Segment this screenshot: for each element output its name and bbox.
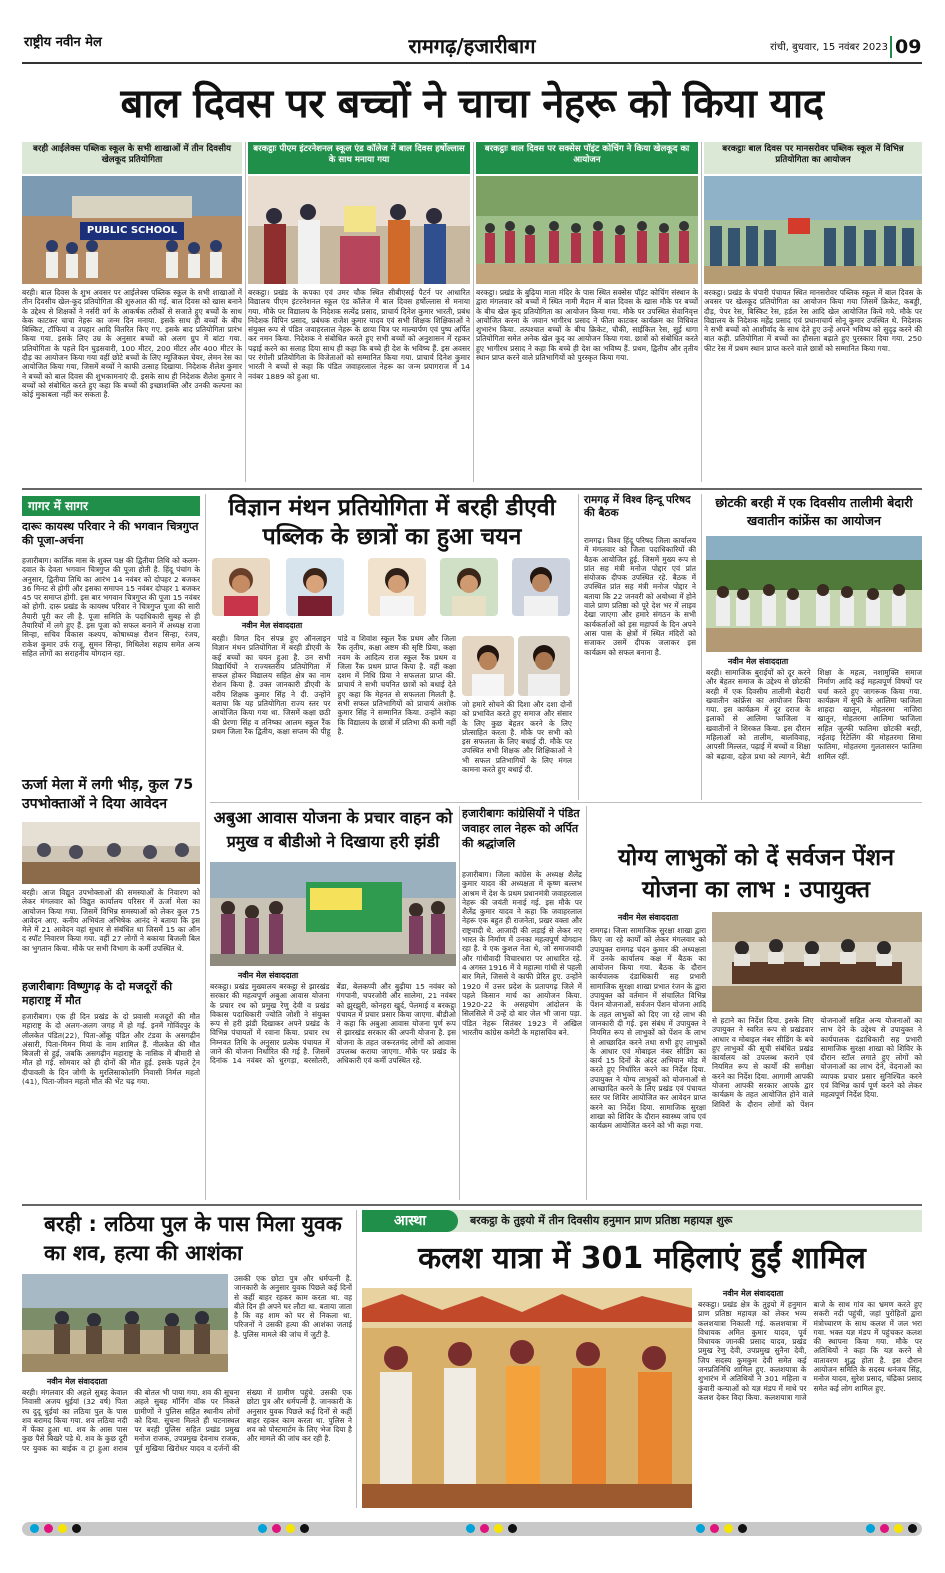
story-headline: रामगढ़ में विश्व हिन्दू परिषद की बैठक [584,494,691,519]
sidebar-headline: हजारीबागः विष्णुगढ़ के दो मजदूरों की महाराष्ट्र में मौत [22,980,173,1007]
student-portrait [212,558,270,616]
story-byline: नवीन मेल संवाददाता [241,621,303,630]
story-body: बरकट्ठा। प्रखंड के बुढ़िया माता मंदिर के पास स्थित सक्सेस पॉइंट कोचिंग संस्थान के द्वारा मंगलवार को बच्चों में स्थित नामी मैदान में बाल दिवस के खास मौके पर बच्चों के बीच खेल कूद प्रतियोगिता का आयोजन किया गया. मौके पर उपस्थित सेवानिवृत्त आयोजित करना के जवान भागीरथ प्रसाद ने फीता काटकर कार्यक्रम का विधिवत शुभारंभ किया. तत्पश्चात बच्चों के बीच क्रिकेट, चौकी, साईकिल रेस, सूई धागा प्रतियोगिता समेत अनेक खेल कूद का आयोजन किया गया. छात्रों को संबोधित करते हुए भागीरथ प्रसाद ने कहा कि बच्चे ही देश का भविष्य हैं. प्रथम, द्वितीय और तृतीय स्थान प्राप्त करने वाले प्रतिभागियों को पुरस्कृत किया गया. [476,288,698,363]
story-byline: नवीन मेल संवाददाता [617,913,679,922]
story-byline: नवीन मेल संवाददाता [727,657,789,666]
yellow-mark [724,1524,733,1533]
black-mark [300,1524,309,1533]
story-caption: बरकट्ठाः पीएम इंटरनेशनल स्कूल एंड कॉलेज में बाल दिवस हर्षोल्लास के साथ मनाया गया [248,142,470,174]
story-headline: विज्ञान मंथन प्रतियोगिता में बरही डीएवी पब्लिक के छात्रों का हुआ चयन [228,495,556,550]
story-headline: योग्य लाभुकों को दें सर्वजन पेंशन योजना का लाभ : उपायुक्त [618,845,894,903]
story-photo [248,176,470,284]
sidebar-tag: गागर में सागर [22,496,200,516]
col-divider [245,142,246,482]
story-photo [476,176,698,284]
sidebar-headline: दारूः कायस्थ परिवार ने की भगवान चित्रगुप्त की पूजा-अर्चना [22,520,199,547]
black-mark [508,1524,517,1533]
story-caption: बरकट्ठाः बाल दिवस पर मानसरोवर पब्लिक स्कूल में विभिन्न प्रतियोगिता का आयोजन [704,142,922,174]
yellow-mark [58,1524,67,1533]
masthead-rule [22,62,922,64]
section-rule [22,488,922,490]
story-body: रामगढ़। विश्व हिंदू परिषद जिला कार्यालय में मंगलवार को जिला पदाधिकारियों की बैठक आयोजित हुई. जिसमें मुख्य रूप से प्रांत सह मंत्री मनोज पोद्दार एवं प्रांत संयोजक दीपक उपस्थित रहे. बैठक में उपस्थित प्रांत सह मंत्री मनोज पोद्दार ने बताया कि 22 जनवरी को अयोध्या में होने वाले प्राण प्रतिष्ठा को पूरे देश भर में लाइव देखा जाएगा और हमारे संगठन के सभी कार्यकर्ताओं को इस महापर्व के दिन अपने आस पास के क्षेत्रों में स्थित मंदिरों को सजाकर उसमें दीपक जलाकर इस कार्यक्रम को सफल बनाना है. [584,536,696,657]
story-photo [704,176,922,284]
magenta-mark [880,1524,889,1533]
col-divider [473,142,474,482]
story-body: बरकट्ठा। प्रखंड के चंपारी पंचायत स्थित मानसरोवर पब्लिक स्कूल में बाल दिवस के अवसर पर खेलकूद प्रतियोगिता का आयोजन किया गया जिसमें क्रिकेट, कबड्डी, दौड़, पेपर रेस, बिस्किट रेस, हर्डल रेस आदि खेल आयोजित किये गये. मौके पर विद्यालय के निदेशक महेंद्र प्रसाद एवं प्रधानाचार्य सोनू कुमार उपस्थित थे. निदेशक ने सभी बच्चों को आशीर्वाद के साथ देते हुए उन्हें अपने भविष्य को सुदृढ़ करने की बात कही. प्रतियोगिता में बच्चों का हौसला बढ़ाते हुए पुरस्कार दिया गया. 250 फीट रेस में प्रथम स्थान प्राप्त करने वाले छात्रों को सम्मानित किया गया. [704,288,922,353]
paper-name: राष्ट्रीय नवीन मेल [24,35,102,50]
paper-logo [24,34,136,52]
cyan-mark [696,1524,705,1533]
cyan-mark [466,1524,475,1533]
sidebar-headline: ऊर्जा मेला में लगी भीड़, कुल 75 उपभोक्ताओं ने दिया आवेदन [22,777,194,812]
story-body: बरकट्ठा। प्रखंड मुख्यालय बरकट्ठा से झारखंड सरकार की महत्वपूर्ण अबुआ आवास योजना के प्रचार रथ को प्रमुख रेणु देवी व प्रखंड विकास पदाधिकारी ज्योति जोशी ने संयुक्त रूप से हरी झंडी दिखाकर अपने प्रखंड के विभिन्न पंचायतों में रवाना किया. प्रचार रथ निम्नवत तिथि के अनुसार प्रत्येक पंचायत में जाने की योजना निर्धारित की गई है. जिसमें दिनांक 14 नवंबर को धुरगड़ा, बरसोतरी, बेंडा, बेलकप्पी और बुढ़ीया 15 नवंबर को गंगपानी, चपरजोरी और सालेमा, 21 नवंबर को झुरझुरी, कोनहरा खुर्द, पेलमाई व बरकट्ठा पंचायत में प्रचार प्रसार किया जाएगा. बीडीओ ने कहा कि अबुआ आवास योजना पूर्ण रूप से झारखंड सरकार की अपनी योजना है. इस योजना के तहत जरूरतमंद लोगों को आवास उपलब्ध कराया जाएगा. मौके पर प्रखंड के अधिकारी एवं कर्मी उपस्थित रहे. [210,982,456,1066]
col-divider [459,806,460,1200]
school-sign-text: PUBLIC SCHOOL [86,225,178,236]
student-portrait [518,636,570,696]
sidebar-photo [22,822,200,884]
col-divider [578,494,579,800]
story-photo [362,1288,692,1508]
col-divider [356,1210,357,1508]
col-divider [586,806,587,1200]
magenta-mark [44,1524,53,1533]
col-divider [701,142,702,482]
student-portrait [368,558,426,616]
cyan-mark [866,1524,875,1533]
sidebar-body: बरही। आज विद्युत उपभोक्ताओं की समस्याओं के निवारण को लेकर मंगलवार को विद्युत कार्यालय परिसर में ऊर्जा मेला का आयोजन किया गया. जिसमें विभिन्न समस्याओं को लेकर कुल 75 आवेदन आए. कनीय अभियंता अभिषेक आनंद ने बताया कि इस मेले में 21 आवेदन वहां सुधार से संबंधित था जिसमें 15 का ऑन द स्पॉट निवारण किया गया. वहीं 27 लोगों ने बकाया बिजली बिल का भुगतान किया. मौके पर सभी विभाग के कर्मी उपस्थित थे. [22,888,200,953]
yellow-mark [894,1524,903,1533]
magenta-mark [480,1524,489,1533]
sidebar-body: हजारीबाग। कार्तिक मास के शुक्ल पक्ष की द्वितीया तिथि को कलम-दवात के देवता भगवान चित्रगुप्त की पूजा होती है. हिंदू पंचांग के अनुसार, द्वितीया तिथि का आरंभ 14 नवंबर को दोपहर 2 बजकर 36 मिनट से होगी और इसका समापन 15 नवंबर दोपहर 1 बजकर 45 पर समाप्त होगी. इस बार भगवान चित्रगुप्त की पूजा 15 नवंबर को होगी. दारू प्रखंड के कायस्थ परिवार ने चित्रगुप्त पूजा की सारी तैयारी पूरी कर ली है. पूजा समिति के पदाधिकारी सुबह से ही तैयारियों में लगे हुए हैं. इस पूजा को सफल बनाने में अध्यक्ष राजा सिन्हा, सचिव विकास कश्यप, कोषाध्यक्ष रौशन सिन्हा, रंजय, राकेश कुमार उर्फ राजू, सुमन सिन्हा, मिथिलेश सहाय समेत अन्य सहित लोगों का सराहनीय योगदान रहा. [22,556,200,658]
student-portrait [462,636,514,696]
story-photo [210,862,456,966]
story-body: बरकट्ठा। प्रखंड क्षेत्र के तुइयो में हनुमान प्राण प्रतिष्ठा महायज्ञ को लेकर भव्य कलशयात्रा निकाली गई. कलशयात्रा में विधायक अमित कुमार यादव, पूर्व विधायक जानकी प्रसाद यादव, प्रखंड प्रमुख रेणु देवी, उपप्रमुख सुनैना देवी, जिप सदस्य कुमकुम देवी समेत कई जनप्रतिनिधि शामिल हुए. कलशयात्रा के शुभारंभ में अतिथियों ने 301 महिला व कुंवारी कन्याओं को यज्ञ मंडप में माथे पर कलश देकर विदा किया. कलशयात्रा गाजे बाजे के साथ गांव का भ्रमण करते हुए सकरी नदी पहुंची, जहां पुरोहितों द्वारा मंत्रोच्चारण के साथ कलश में जल भरा गया. भक्त यज्ञ मंडप में पहुंचकर कलश की स्थापना किया गया. मौके पर अतिथियों ने कहा कि यज्ञ करने से वातावरण शुद्ध होता है. इस दौरान आयोजन समिति के सदस्य धनंजय सिंह, मनोज यादव, सुरेश प्रसाद, चंद्रिका प्रसाद समेत कई लोग शामिल हुए. [698,1300,922,1402]
story-body: बरही। विगत दिन संपन्न हुए ऑनलाइन विज्ञान मंथन प्रतियोगिता में बरही डीएवी के कई बच्चों का चयन हुआ है. उन सभी विद्यार्थियों ने राज्यस्तरीय प्रतियोगिता में सफल होकर विद्यालय सहित क्षेत्र का नाम रोशन किया है. उक्त जानकारी डीएवी के वरीय शिक्षक कुमार सिंह ने दी. उन्होंने बताया कि यह प्रतियोगिता राज्य स्तर पर आयोजित किया गया था. जिसमें कक्षा छठी की प्रेरणा सिंह व तनिष्का आलम स्कूल रैंक प्रथम जिला रैंक द्वितीय, कक्षा सप्तम की पीहू पांडे व शिवांश स्कूल रैंक प्रथम और जिला रैंक तृतीय, कक्षा अष्टम की सृष्टि प्रिया, कक्षा नवम के आदित्य राज स्कूल रैंक प्रथम व जिला रैंक प्रथम प्राप्त किया है. वहीं कक्षा दशम में निधि प्रिया ने सफलता प्राप्त की. प्राचार्य ने सभी चयनित छात्रों को बधाई देते हुए कहा कि मेहनत से सफलता मिलती है. सभी सफल प्रतिभागियों को प्राचार्य अशोक कुमार सिंह ने सम्मानित किया. उन्होंने कहा कि विद्यालय के छात्रों में प्रतिभा की कमी नहीं है. [212,634,456,736]
story-caption: बरकट्ठाः बाल दिवस पर सक्सेस पॉइंट कोचिंग ने किया खेलकूद का आयोजन [476,142,698,174]
page-number: 09 [895,36,922,58]
cyan-mark [258,1524,267,1533]
page-no-divider [890,36,892,58]
story-byline: नवीन मेल संवाददाता [46,1377,108,1386]
story-photo [22,176,242,284]
story-body-cont: उसकी एक छोटा पुत्र और धर्मपत्नी है. जानकारी के अनुसार युवक पिछले कई दिनों से कहीं बाहर रहकर काम करता था. वह बीते दिन ही अपने घर लौटा था. बताया जाता है कि वह शाम को घर से निकला था. परिजनों ने उसकी हत्या की आशंका जताई है. पुलिस मामले की जांच में जुटी है. [234,1274,352,1339]
story-byline: नवीन मेल संवाददाता [237,971,299,980]
banner-headline: बाल दिवस पर बच्चों ने चाचा नेहरू को किया याद [120,81,824,127]
col-divider [701,494,702,800]
story-headline: हजारीबागः कांग्रेसियों ने पंडित जवाहर लाल नेहरू को अर्पित की श्रद्धांजलि [462,807,580,850]
yellow-mark [494,1524,503,1533]
story-body-cont: से हटाने का निर्देश दिया. इसके लिए उपायुक्त ने स्वरित रूप से प्रखंडवार आधार व मोबाइल नंबर सीडिंग के बचे हुए लाभुकों की सूची संबंधित प्रखंड कार्यालय को उपलब्ध कराने एवं नियमित रूप से कार्यों की समीक्षा करने का निर्देश दिया. आगामी आपकी योजना आपकी सरकार आपके द्वार कार्यक्रम के तहत आयोजित होने वाले शिविरों के दौरान लोगों को पेंशन योजनाओं सहित अन्य योजनाओं का लाभ देने के उद्देश्य से उपायुक्त ने कार्यपालक दंडाधिकारी सह प्रभारी सामाजिक सुरक्षा शाखा को शिविर के दौरान स्टॉल लगाते हुए लोगों को योजनाओं का लाभ देने, वेदनाओं का व्यापक प्रचार प्रसार सुनिश्चित करने एवं विभिन्न कार्य पूर्ण करने को लेकर महत्वपूर्ण निर्देश दिया. [712,1016,922,1109]
story-body: बरही। बाल दिवस के शुभ अवसर पर आईलेक्स पब्लिक स्कूल के सभी शाखाओं में तीन दिवसीय खेल-कूद प्रतियोगिता की शुरुआत की गई. बाल दिवस को खास बनाने के उद्देश्य से शिक्षकों ने नर्सरी वर्ग के आकर्षक तरीकों से सजाते हुए बच्चों के साथ केक काटकर चाचा नेहरू का जन्म दिन मनाया. इसके साथ ही बच्चों के बीच बिस्किट, टॉफियां व उपहार आदि वितरित किए गए. इसके बाद प्रतियोगिता प्रारंभ किया गया. इसके लिए उम्र के अनुसार बच्चों को अलग ग्रुप में बांटा गया. प्रतियोगिता के पहले दिन घुड़सवारी, 100 मीटर, 200 मीटर और 400 मीटर के दौड़ का आयोजन किया गया वहीं छोटे बच्चों के लिए म्यूजिकल चेयर, लेमन रेस का आयोजित किया गया, जिसमें बच्चों ने काफी उत्साह दिखाया. निदेशक शैलेश कुमार ने बच्चों को बाल दिवस की शुभकामनाएं दी. इसके साथ ही निदेशक शैलेश कुमार ने बच्चों को संबोधित करते हुए कहा कि बच्चों की इच्छाशक्ति और उनकी कल्पना का कोई मुकाबला नहीं कर सकता है. [22,288,242,400]
story-caption: बरही आईलेक्स पब्लिक स्कूल के सभी शाखाओं में तीन दिवसीय खेलकूद प्रतियोगिता [22,142,242,174]
magenta-mark [272,1524,281,1533]
black-mark [72,1524,81,1533]
col-divider [205,494,206,1200]
yellow-mark [286,1524,295,1533]
dateline: रांची, बुधवार, 15 नवंबर 2023 [770,42,888,53]
student-portrait [512,558,570,616]
section-name: रामगढ़/हजारीबाग [408,34,536,58]
student-portrait [440,558,498,616]
student-portrait [286,558,344,616]
story-body: रामगढ़। जिला सामाजिक सुरक्षा शाखा द्वारा किए जा रहे कार्यों को लेकर मंगलवार को उपायुक्त रामगढ़ चंदन कुमार की अध्यक्षता में उनके कार्यालय कक्ष में बैठक का आयोजन किया गया. बैठक के दौरान कार्यपालक दंडाधिकारी सह प्रभारी सामाजिक सुरक्षा शाखा प्रभात रंजन के द्वारा उपायुक्त को वर्तमान में संचालित विभिन्न पेंशन योजनाओं, सर्वजन पेंशन योजना आदि के तहत लाभुकों को दिए जा रहे लाभ की जानकारी दी गई. इस संबंध में उपायुक्त ने नियमित रूप से लाभुकों को पेंशन के लाभ से आच्छादित करने तथा सभी हुए लाभुकों के आधार एवं मोबाइल नंबर सीडिंग का कार्य 15 दिनों के अंदर अभियान मोड में करते हुए निर्धारित करने का निर्देश दिया. उपायुक्त ने योग्य लाभुकों को योजनाओं से आच्छादित करने के लिए प्रखंड एवं पंचायत स्तर पर शिविर आयोजित कर आवेदन प्राप्त करने का निर्देश दिया. सामाजिक सुरक्षा शाखा को शिविर के दौरान स्वास्थ्य जांच एवं कार्यक्रम आयोजित करने को भी कहा गया. [590,926,706,1131]
section-rule [22,1204,922,1206]
magenta-mark [710,1524,719,1533]
story-body-cont: जो हमारे सोचने की दिशा और दशा दोनों को प्रभावित करते हुए समाज और संसार के लिए कुछ बेहतर करने के लिए प्रोत्साहित करता है. मौके पर सभी को इस सफलता के लिए बधाई दी. मौके पर उपस्थित सभी शिक्षक और शिक्षिकाओं ने भी सफल प्रतिभागियों के लिए मंगल कामना करते हुए बधाई दी. [462,700,572,775]
story-byline: नवीन मेल संवाददाता [722,1289,784,1298]
story-photo [22,1274,228,1372]
black-mark [738,1524,747,1533]
cyan-mark [30,1524,39,1533]
story-headline: कलश यात्रा में 301 महिलाएं हुईं शामिल [418,1241,866,1276]
story-body: बरही। सामाजिक बुराईयों को दूर करने और बेहतर समाज के उद्देश्य से छोटकी बरही में एक दिवसीय तालीमी बेदारी खवातीन कांफ्रेंस का आयोजन किया गया. इस कार्यक्रम में दूर दराज के इलाकों से आलिमा फाजिला व खवातीनों ने शिरकत किया. इस दौरान महिलाओं को तालीम, बालविवाह, आपसी मिल्लत, पढ़ाई में बच्चों व शिक्षा को बढ़ावा, दहेज प्रथा को त्यागने, बेटी शिक्षा के महत्व, नशामुक्ति समाज निर्माण आदि कई महत्वपूर्ण विषयों पर चर्चा करते हुए जागरूक किया गया. कार्यक्रम में सूफी के आलिमा फाजिला शाहदा खातून, मोहतरमा नाजिरा खातून, मोहतरमा आलिमा फाजिला सहित जुल्फी फातिमा छोटकी बरही, नईताइ रिटेलिंग की मोहतरमा सिमा फातिमा, मोहतरमा गुलतासरन फातिमा शामिल रहीं. [706,668,922,761]
story-headline: छोटकी बरही में एक दिवसीय तालीमी बेदारी खवातीन कांफ्रेंस का आयोजन [715,495,913,528]
story-photo [712,912,922,1012]
story-body: बरही। मंगलवार की अहले सुबह केवाल निवासी अजय धुईयां (32 वर्ष) पिता रघ दुदू धुईयां का लठिया पुल के पास शव बरामद किया गया. शव लठिया नदी में फेंका हुआ था. शव के आस पास कुछ पैसे बिखरे पड़े थे. शव के कुछ दूरी पर युवक का बाईक व ट्रा हुआ शराब की बोतल भी पाया गया. शव की सूचना अहले सुबह मॉर्निंग वॉक पर निकले ग्रामीणों ने पुलिस सहित स्थानीय लोगों को दिया. सूचना मिलते ही घटनास्थल पर बरही पुलिस सहित प्रखंड प्रमुख मनोज राजक, उपप्रमुख देवनाथ राजक, पूर्व मुखिया खिरोधर यादव व दर्जनों की संख्या में ग्रामीण पहुंचे. उसकी एक छोटा पुत्र और धर्मपत्नी है. जानकारी के अनुसार युवक पिछले कई दिनों से कहीं बाहर रहकर काम करता था. पुलिस ने शव को पोस्टमार्टम के लिए भेज दिया है और मामले की जांच कर रही है. [22,1388,352,1453]
kalash-tag: आस्था [362,1210,458,1232]
story-headline: बरही : लठिया पुल के पास मिला युवक का शव, हत्या की आशंका [44,1212,342,1265]
black-mark [908,1524,917,1533]
story-headline: अबुआ आवास योजना के प्रचार वाहन को प्रमुख व बीडीओ ने दिखाया हरी झंडी [213,808,453,851]
section-rule [210,802,922,803]
story-body: बरकट्ठा। प्रखंड के कपका एवं उमर चौक स्थित सीबीएसई पैटर्न पर आधारित विद्यालय पीएम इंटरनेशनल स्कूल एंड कॉलेज में बाल दिवस हर्षोल्लास से मनाया गया. मौके पर विद्यालय के निदेशक सत्येंद्र प्रसाद, प्राचार्य दिनेश कुमार भारती, प्रबंध निदेशक विपिन प्रसाद, प्रबंधक राजेश कुमार यादव एवं सभी शिक्षक शिक्षिकाओं ने संयुक्त रूप से पंडित जवाहरलाल नेहरू के छाया चित्र पर माल्यार्पण एवं पुष्प अर्पित कर नमन किया. निदेशक ने संबोधित करते हुए सभी बच्चों को अनुशासन में रहकर पढ़ाई करने का सलाह दिया साथ ही कहा कि बच्चे ही देश के भविष्य हैं. इस अवसर पर रंगोली प्रतियोगिता के विजेताओं को सम्मानित किया गया. प्राचार्य दिनेश कुमार भारती ने बच्चों से कहा कि पंडित जवाहरलाल नेहरू का जन्म प्रयागराज में 14 नवंबर 1889 को हुआ था. [248,288,470,381]
story-body: हजारीबाग। जिला कांग्रेस के अध्यक्ष शैलेंद्र कुमार यादव की अध्यक्षता में कृष्ण बल्लभ आश्रम में देश के प्रथम प्रधानमंत्री जवाहरलाल नेहरू की जयंती मनाई गई. इस मौके पर शैलेंद्र कुमार यादव ने कहा कि जवाहरलाल नेहरू एक बहुत ही राजनेता, प्रखर वक्ता और राष्ट्रवादी थे. आजादी की लड़ाई से लेकर नए भारत के निर्माण में उनका महत्वपूर्ण योगदान रहा है. वे एक कुशल नेता थे, जो समाजवादी और गांधीवादी विचारधारा पर आधारित रहे. 4 अगस्त 1916 में वे महात्मा गांधी से पहली बार मिले, जिससे वे काफी प्रेरित हुए. उन्होंने 1920 में उत्तर प्रदेश के प्रतापगढ़ जिले में पहले किसान मार्च का आयोजन किया. 1920-22 के असहयोग आंदोलन के सिलसिले में उन्हें दो बार जेल भी जाना पड़ा. पंडित नेहरू सितंबर 1923 में अखिल भारतीय कांग्रेस कमेटी के महासचिव बने. [462,870,582,1038]
kalash-kicker: बरकट्ठा के तुइयो में तीन दिवसीय हनुमान प्राण प्रतिष्ठा महायज्ञ शुरू [470,1214,733,1227]
story-photo [706,536,922,652]
sidebar-body: हजारीबाग। एक ही दिन प्रखंड के दो प्रवासी मजदूरों की मौत महाराष्ट्र के दो अलग-अलग जगह में हो गई. इनमें गोविंदपुर के लीलकेत पंडित(22), पिता-ओंकू पंडित और टंडवा के असगढ़ीन अंसारी, पिता-मिमन मियां के नाम शामिल हैं. नीलकेत की मौत बिजली से हुई, जबकि असगढ़ीन महाराष्ट्र के नासिक में बीमारी से मौत हो गई. सोमवार को ही दोनों की मौत हुई. इसके पहले ट्रेन दीपावली के दिन जोगी के मुरलिसाकोलंगि निवासी निर्मल महतो (41), पिता-जीवन महतो मौत की भेंट चढ़ गया. [22,1012,200,1087]
